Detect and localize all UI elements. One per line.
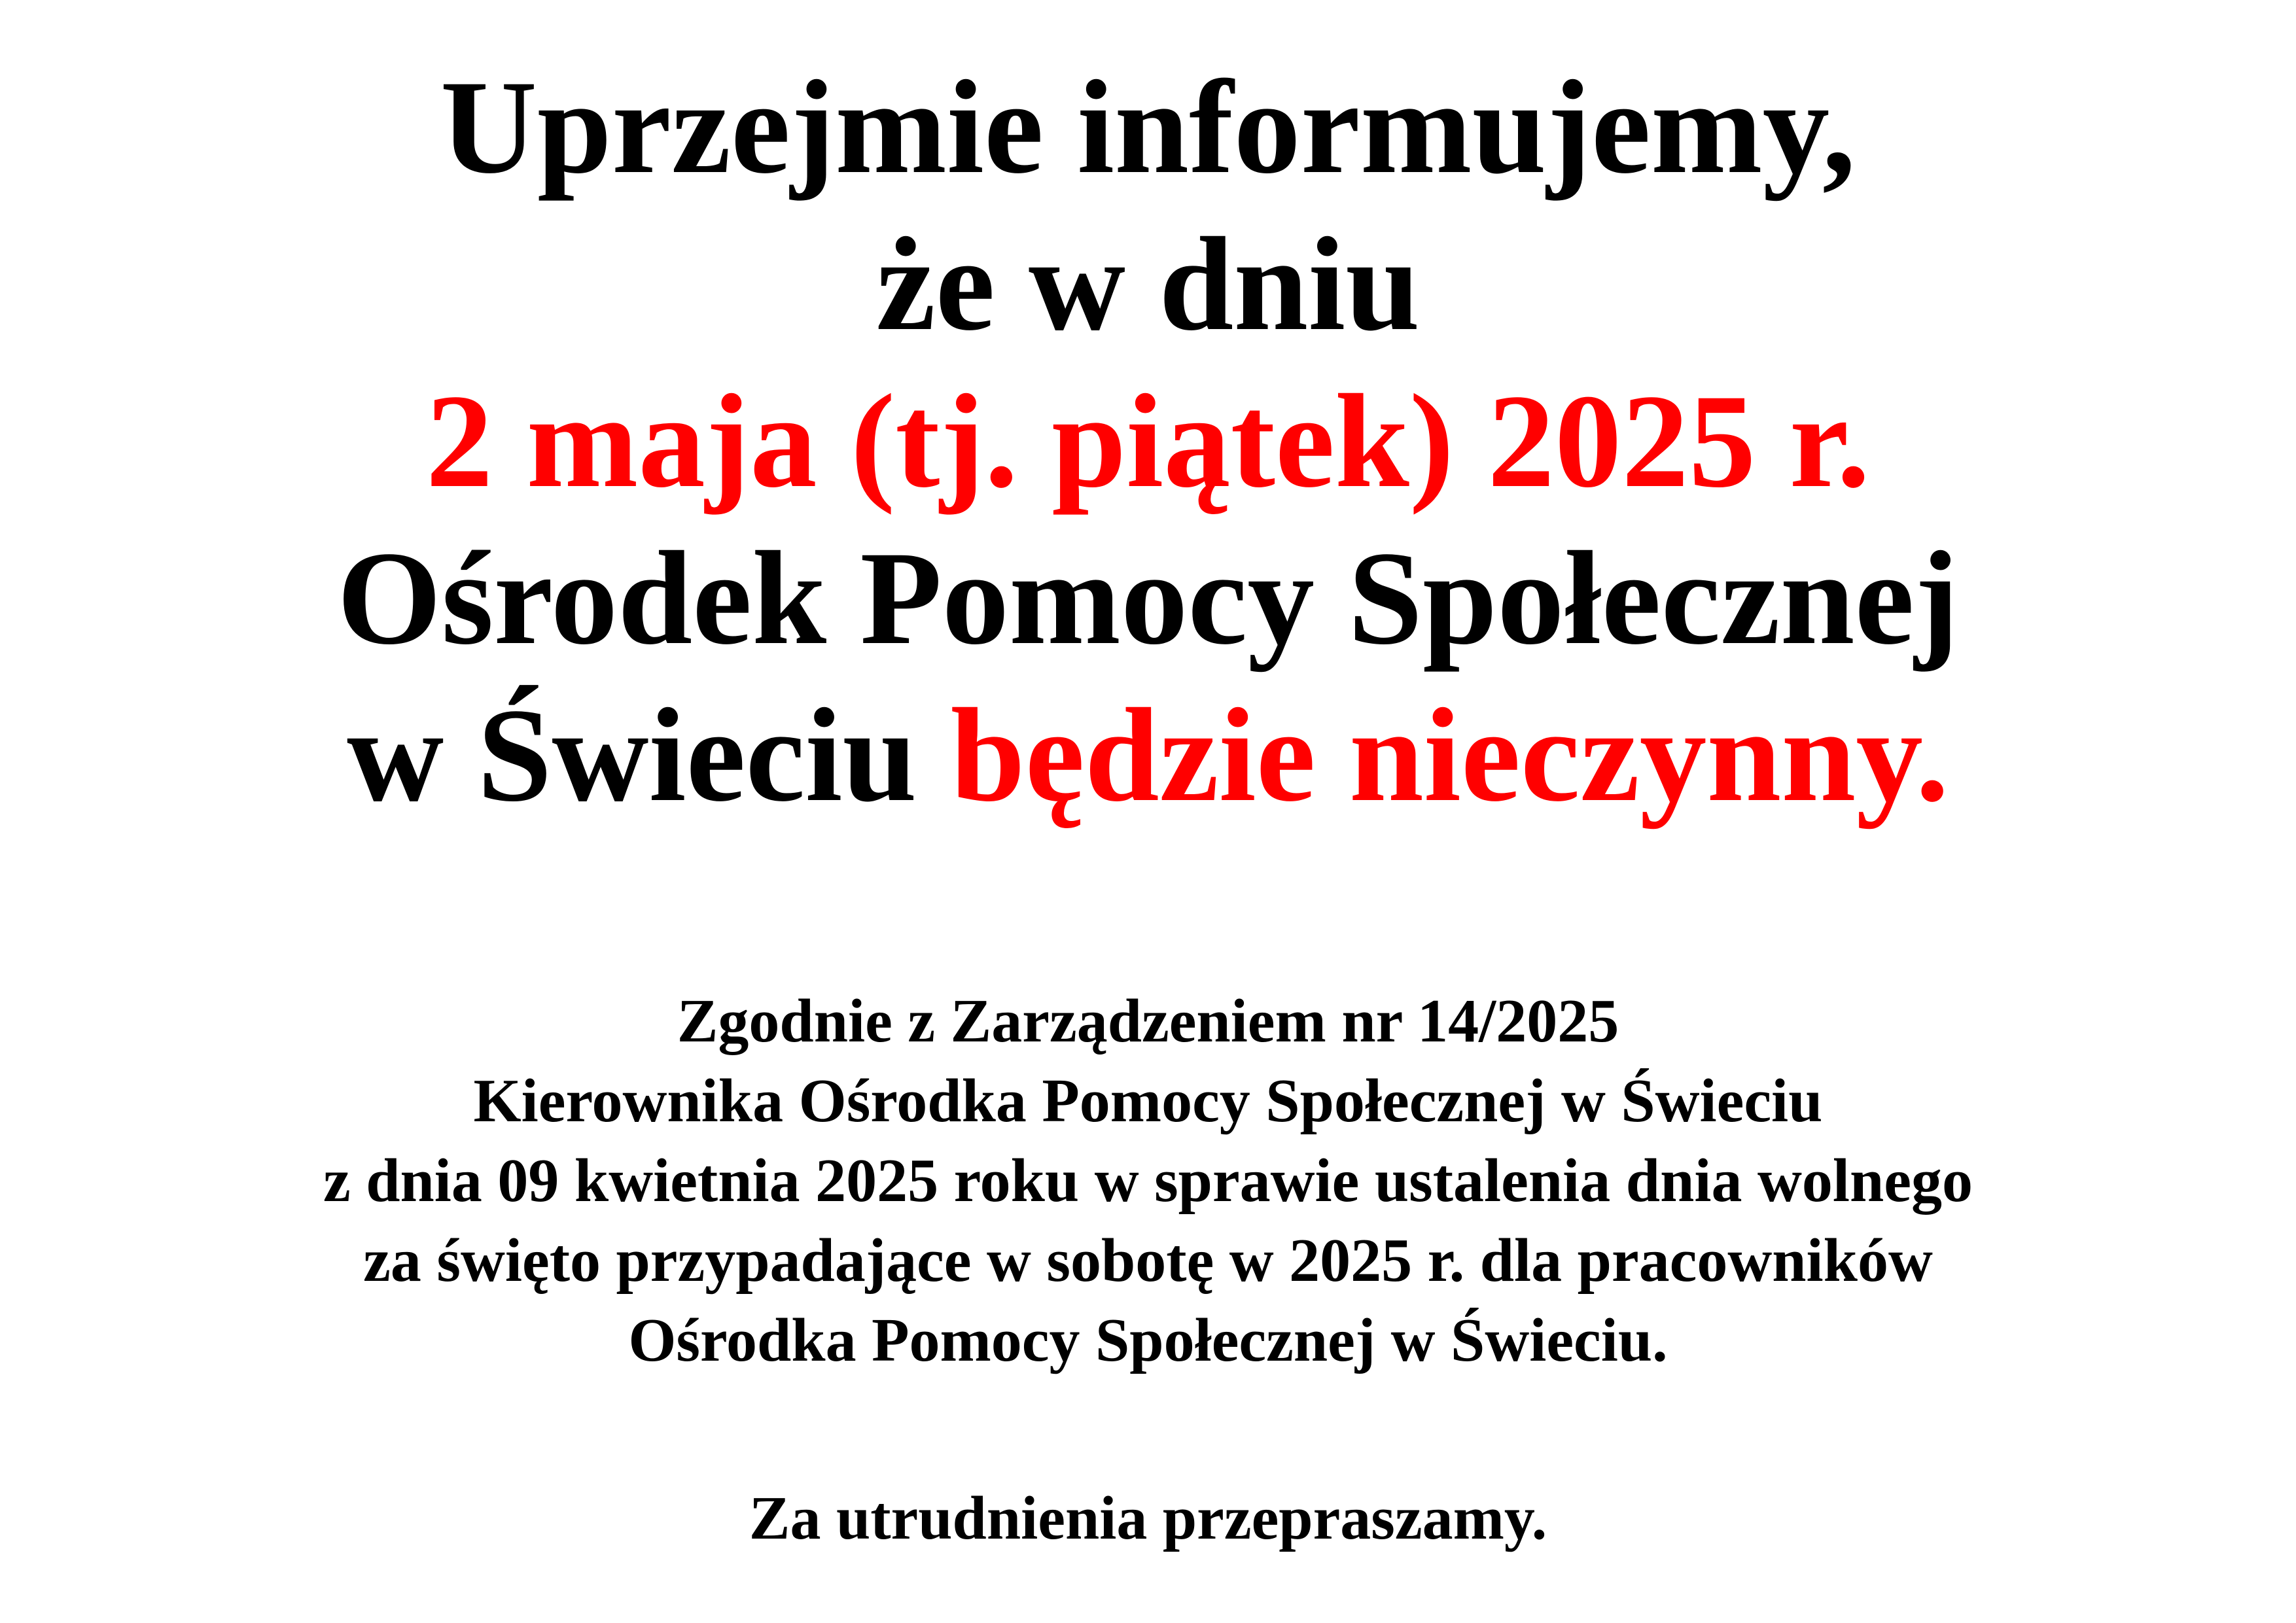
heading-closed-status: będzie nieczynny.	[950, 681, 1949, 829]
details-line-holiday-reason: za święto przypadające w sobotę w 2025 r. dla pracowników	[363, 1227, 1933, 1295]
heading-closed-location: w Świeciu	[347, 681, 951, 829]
notice-details	[0, 981, 2296, 1380]
heading-line-closed	[0, 677, 2296, 834]
apology-line: Za utrudnienia przepraszamy.	[749, 1484, 1547, 1552]
heading-line-intro: Uprzejmie informujemy,	[440, 53, 1856, 201]
heading-line-date: 2 maja (tj. piątek) 2025 r.	[425, 367, 1871, 515]
details-line-director: Kierownika Ośrodka Pomocy Społecznej w Świeciu	[473, 1067, 1823, 1135]
details-line-institution: Ośrodka Pomocy Społecznej w Świeciu.	[628, 1306, 1668, 1374]
heading-line-institution: Ośrodek Pomocy Społecznej	[337, 524, 1959, 672]
details-line-ordinance-date: z dnia 09 kwietnia 2025 roku w sprawie ustalenia dnia wolnego	[323, 1147, 1973, 1215]
heading-line-that-on-day: że w dniu	[875, 210, 1421, 358]
details-line-ordinance: Zgodnie z Zarządzeniem nr 14/2025	[677, 987, 1619, 1055]
